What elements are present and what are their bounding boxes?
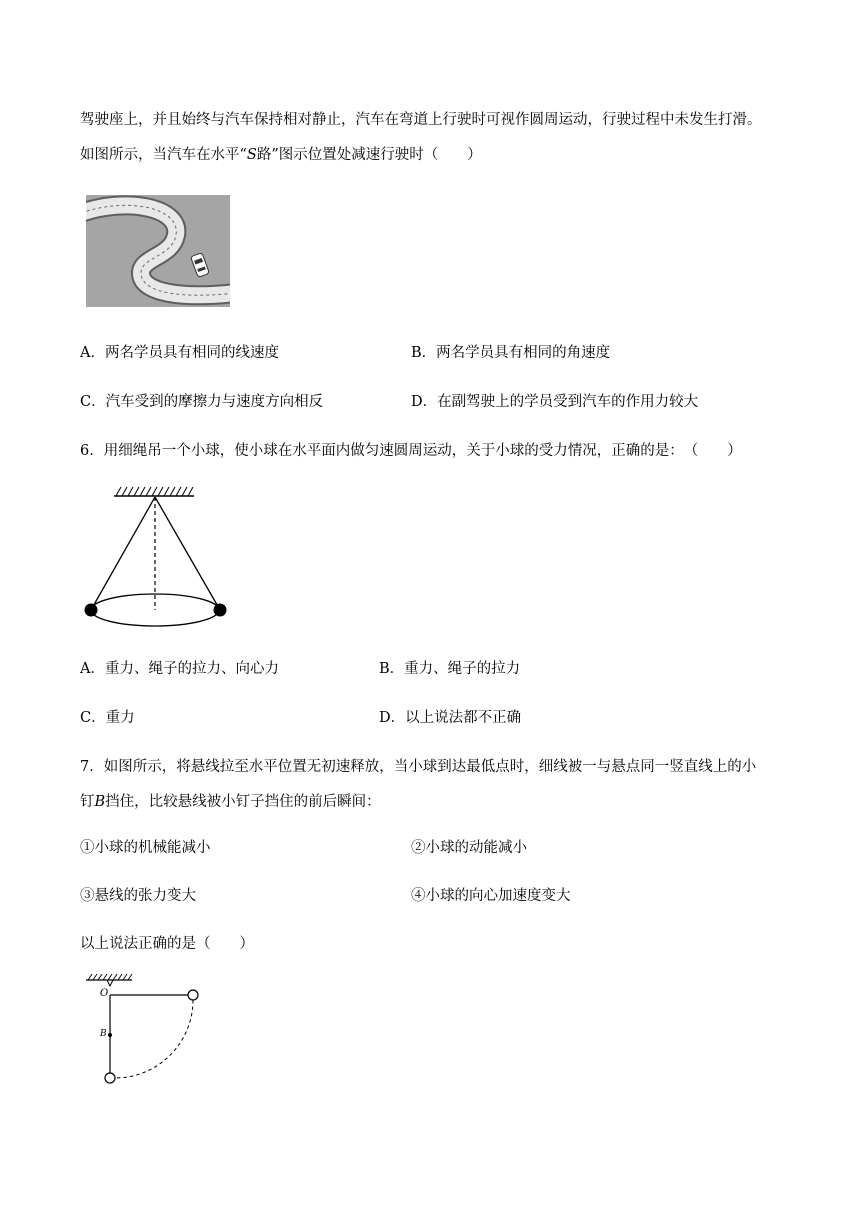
pendulum-nail-figure [86,972,214,1087]
q5-option-a: A．两名学员具有相同的线速度 [80,345,279,361]
q5-stem-text-b: 路”图示位置处减速行驶时（ ） [256,147,482,163]
q7-statement-4: ④小球的向心加速度变大 [411,888,571,904]
q7-stem-line-1: 7．如图所示，将悬线拉至水平位置无初速释放，当小球到达最低点时，细线被一与悬点同一竖直线上的小 [80,759,757,775]
q7-stem-line-2 [80,792,381,812]
q7-stem-text-a: 钉 [80,794,95,810]
s-road-figure [86,195,230,307]
pivot-label: O [100,988,109,999]
q5-stem-text-a: 如图所示，当汽车在水平“ [80,147,247,163]
q6-option-c: C．重力 [80,710,135,726]
q7-statement-3: ③悬线的张力变大 [80,888,196,904]
q7-stem-text-b: 挡住，比较悬线被小钉子挡住的前后瞬间： [105,794,381,810]
ball-left [85,604,98,617]
q6-option-b: B．重力、绳子的拉力 [379,661,521,677]
q5-option-c: C．汽车受到的摩擦力与速度方向相反 [80,394,324,410]
ball-right [214,604,227,617]
q7-question: 以上说法正确的是（ ） [80,936,254,952]
nail-label: B [100,1029,107,1039]
q6-option-a: A．重力、绳子的拉力、向心力 [80,661,279,677]
nail-dot [108,1033,112,1037]
q5-option-d: D．在副驾驶上的学员受到汽车的作用力较大 [411,394,699,410]
q6-stem: 6．用细绳吊一个小球，使小球在水平面内做匀速圆周运动，关于小球的受力情况，正确的是： （ ） [80,443,742,459]
conical-pendulum-figure [80,481,236,633]
q7-statement-2: ②小球的动能减小 [411,840,527,856]
q7-statement-1: ①小球的机械能减小 [80,840,211,856]
q5-stem-line-2 [80,145,482,165]
q5-stem-line-1: 驾驶座上，并且始终与汽车保持相对静止，汽车在弯道上行驶时可视作圆周运动，行驶过程中未发生打滑。 [80,112,762,128]
q6-option-d: D．以上说法都不正确 [379,710,522,726]
q5-stem-variable: S [246,147,257,163]
q7-stem-variable: B [94,794,106,810]
q5-option-b: B．两名学员具有相同的角速度 [411,345,611,361]
